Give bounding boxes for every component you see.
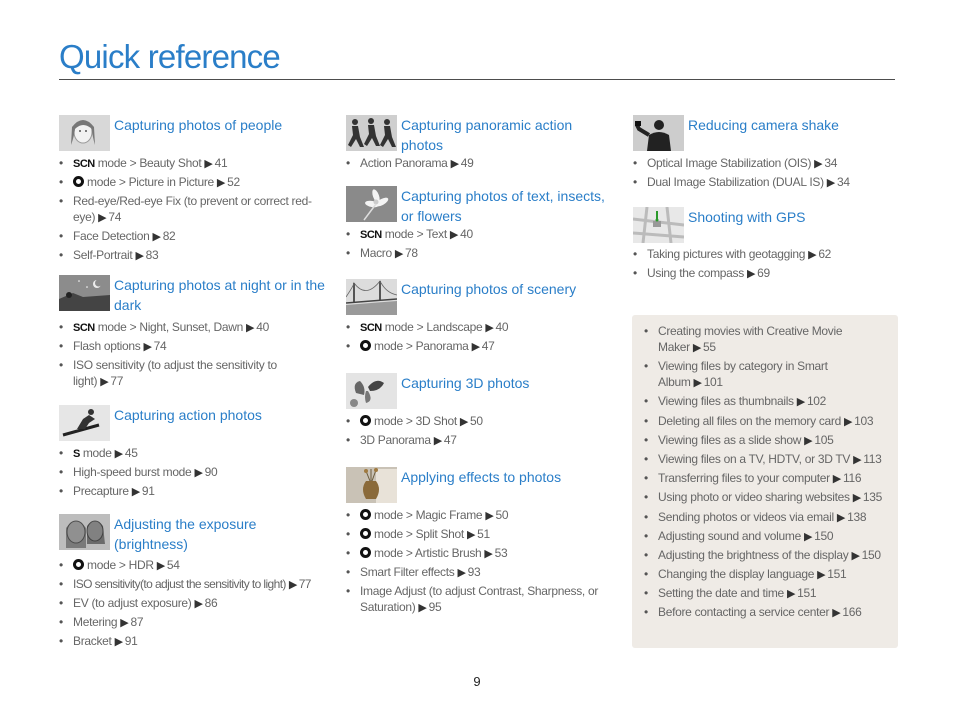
page-ref[interactable]: 82 [162, 229, 176, 243]
page-ref[interactable]: 78 [405, 246, 418, 260]
bridge-landscape-icon [346, 279, 397, 315]
page-ref[interactable]: 50 [470, 414, 483, 428]
section-title: Capturing photos at night or in the dark [114, 277, 325, 313]
page-arrow-icon: ▶ [394, 248, 404, 260]
section-gps [633, 206, 898, 282]
section-action [59, 404, 329, 500]
page-arrow-icon: ▶ [114, 448, 123, 460]
section-title: Reducing camera shake [688, 117, 839, 133]
page-arrow-icon: ▶ [832, 607, 841, 620]
page-number: 9 [473, 674, 481, 689]
page-arrow-icon: ▶ [450, 158, 459, 170]
list-item: • SCN mode > Beauty Shot ▶ 41 [59, 155, 329, 172]
page-arrow-icon: ▶ [246, 322, 255, 334]
smart-camera-icon [73, 176, 84, 187]
page-ref[interactable]: 113 [863, 451, 882, 466]
section-exposure [59, 513, 329, 650]
scn-mode-icon: SCN [360, 229, 382, 241]
page-arrow-icon: ▶ [114, 636, 123, 648]
page-arrow-icon: ▶ [832, 473, 841, 486]
page-ref[interactable]: 53 [494, 546, 508, 560]
list-item: • Bracket ▶ 91 [59, 633, 329, 650]
page-arrow-icon: ▶ [204, 158, 213, 170]
page-ref[interactable]: 45 [124, 446, 138, 460]
list-item: • Changing the display language ▶ 151 [644, 566, 892, 583]
section-title: Adjusting the exposure (brightness) [114, 516, 257, 552]
section-panoramic [346, 114, 606, 172]
butterfly-3d-icon [346, 373, 397, 409]
page-arrow-icon: ▶ [803, 530, 813, 543]
page-arrow-icon: ▶ [433, 435, 442, 447]
section-shake [633, 114, 898, 191]
list-item: • Smart Filter effects ▶ 93 [346, 564, 606, 581]
list-item: • Self-Portrait ▶ 83 [59, 247, 329, 264]
list-item: • Viewing files as thumbnails ▶ 102 [644, 393, 892, 410]
scn-mode-icon: SCN [73, 158, 95, 170]
page-arrow-icon: ▶ [853, 453, 862, 466]
list-item: • Red-eye/Red-eye Fix (to prevent or correct red-eye) ▶ 74 [59, 193, 329, 226]
page-ref[interactable]: 34 [836, 175, 850, 189]
page-arrow-icon: ▶ [692, 342, 702, 354]
page-arrow-icon: ▶ [746, 268, 756, 280]
smart-camera-icon [360, 528, 371, 539]
page-arrow-icon: ▶ [143, 341, 152, 353]
page-ref[interactable]: 103 [854, 413, 874, 428]
page-ref[interactable]: 77 [298, 577, 311, 591]
page-arrow-icon: ▶ [288, 579, 297, 591]
photographer-icon [633, 115, 684, 151]
page-ref[interactable]: 116 [842, 471, 862, 486]
title-divider [59, 79, 895, 80]
page-ref[interactable]: 47 [443, 433, 457, 447]
list-item: • mode > Magic Frame ▶ 50 [346, 507, 606, 524]
page-ref[interactable]: 166 [842, 605, 862, 620]
section-people [59, 114, 329, 264]
list-item: • mode > Split Shot ▶ 51 [346, 526, 606, 543]
vase-icon [346, 467, 397, 503]
page-arrow-icon: ▶ [693, 377, 702, 390]
page-arrow-icon: ▶ [135, 250, 144, 262]
page-arrow-icon: ▶ [814, 158, 823, 170]
list-item: • Transferring files to your computer ▶ 116 [644, 470, 892, 487]
list-item: • EV (to adjust exposure) ▶ 86 [59, 595, 329, 612]
page-ref[interactable]: 150 [814, 528, 834, 543]
page-ref[interactable]: 54 [166, 558, 180, 572]
page-arrow-icon: ▶ [131, 486, 140, 498]
scn-mode-icon: SCN [360, 322, 382, 334]
page-ref[interactable]: 83 [145, 248, 159, 262]
list-item: • Face Detection ▶ 82 [59, 228, 329, 245]
couple-photo-icon [59, 514, 110, 550]
page-arrow-icon: ▶ [851, 549, 860, 562]
list-item: • Optical Image Stabilization (OIS) ▶ 34 [633, 155, 898, 172]
list-item: • Creating movies with Creative Movie Maker ▶ 55 [644, 323, 892, 356]
section-title: Capturing photos of people [114, 117, 283, 133]
page-arrow-icon: ▶ [100, 376, 109, 388]
page-arrow-icon: ▶ [459, 416, 469, 428]
list-item: • mode > HDR ▶ 54 [59, 557, 329, 574]
list-item: • SCN mode > Landscape ▶ 40 [346, 319, 606, 336]
page-arrow-icon: ▶ [796, 396, 805, 409]
list-item: • Macro ▶ 78 [346, 245, 606, 262]
page-arrow-icon: ▶ [817, 569, 826, 582]
section-title: Capturing photos of scenery [401, 281, 577, 297]
page-ref[interactable]: 77 [110, 374, 124, 388]
page-arrow-icon: ▶ [418, 602, 427, 614]
page-title: Quick reference [59, 38, 280, 75]
list-item: • Image Adjust (to adjust Contrast, Sharpness, or Saturation) ▶ 95 [346, 583, 606, 616]
page-ref[interactable]: 74 [108, 210, 122, 224]
page-ref[interactable]: 105 [814, 432, 834, 447]
page-ref[interactable]: 40 [495, 320, 509, 334]
list-item: • Viewing files by category in Smart Album ▶ 101 [644, 358, 892, 391]
page-ref[interactable]: 49 [460, 156, 474, 170]
page-arrow-icon: ▶ [786, 588, 796, 601]
page-arrow-icon: ▶ [194, 598, 203, 610]
page-ref[interactable]: 93 [467, 565, 481, 579]
list-item: • Dual Image Stabilization (DUAL IS) ▶ 34 [633, 174, 898, 191]
list-item: • Flash options ▶ 74 [59, 338, 329, 355]
page-ref[interactable]: 69 [757, 266, 770, 280]
page-arrow-icon: ▶ [485, 322, 494, 334]
page-ref[interactable]: 102 [806, 394, 827, 409]
s-mode-icon: S [73, 448, 80, 460]
list-item: • Precapture ▶ 91 [59, 483, 329, 500]
section-3d [346, 372, 606, 449]
page-ref[interactable]: 91 [124, 634, 138, 648]
smart-camera-icon [73, 559, 84, 570]
portrait-photo-icon [59, 115, 110, 151]
page-ref[interactable]: 86 [204, 596, 218, 610]
additional-topics-list [644, 323, 892, 624]
list-item: • 3D Panorama ▶ 47 [346, 432, 606, 449]
section-title: Applying effects to photos [401, 469, 562, 485]
scn-mode-icon: SCN [73, 322, 95, 334]
list-item: • Viewing files as a slide show ▶ 105 [644, 432, 892, 449]
runners-icon [346, 115, 397, 151]
list-item: • Adjusting sound and volume ▶ 150 [644, 528, 892, 545]
page-ref[interactable]: 91 [141, 484, 155, 498]
page-arrow-icon: ▶ [194, 467, 203, 479]
page-ref[interactable]: 50 [495, 508, 509, 522]
list-item: • SCN mode > Night, Sunset, Dawn ▶ 40 [59, 319, 329, 336]
page-ref[interactable]: 40 [256, 320, 269, 334]
list-item: • High-speed burst mode ▶ 90 [59, 464, 329, 481]
section-effects [346, 466, 606, 616]
flower-icon [346, 186, 397, 222]
page-ref[interactable]: 34 [824, 156, 838, 170]
list-item: • Adjusting the brightness of the display ▶ 150 [644, 547, 892, 564]
page-arrow-icon: ▶ [836, 511, 846, 524]
list-item: • Action Panorama ▶ 49 [346, 155, 606, 172]
list-item: • mode > 3D Shot ▶ 50 [346, 413, 606, 430]
page-arrow-icon: ▶ [826, 177, 835, 189]
list-item: • Using photo or video sharing websites ▶ 135 [644, 489, 892, 506]
section-title: Capturing panoramic action photos [401, 117, 573, 153]
page-ref[interactable]: 51 [477, 527, 490, 541]
list-item: • ISO sensitivity (to adjust the sensitivity to light) ▶ 77 [59, 357, 329, 390]
list-item: • Setting the date and time ▶ 151 [644, 585, 892, 602]
page-arrow-icon: ▶ [457, 567, 466, 579]
page-arrow-icon: ▶ [98, 212, 107, 224]
snowboarder-icon [59, 405, 110, 441]
list-item: • Taking pictures with geotagging ▶ 62 [633, 246, 898, 263]
page-ref[interactable]: 101 [703, 375, 723, 390]
page-ref[interactable]: 151 [827, 567, 847, 582]
page-arrow-icon: ▶ [120, 617, 129, 629]
page-arrow-icon: ▶ [216, 177, 226, 189]
page-ref[interactable]: 41 [214, 156, 228, 170]
section-title: Capturing photos of text, insects, or flowers [401, 188, 605, 224]
smart-camera-icon [360, 509, 371, 520]
page-arrow-icon: ▶ [152, 231, 161, 243]
list-item: • mode > Artistic Brush ▶ 53 [346, 545, 606, 562]
smart-camera-icon [360, 415, 371, 426]
list-item: • Viewing files on a TV, HDTV, or 3D TV ▶ 113 [644, 451, 892, 468]
smart-camera-icon [360, 547, 371, 558]
list-item: • Deleting all files on the memory card ▶ 103 [644, 413, 892, 430]
page-arrow-icon: ▶ [156, 560, 165, 572]
page-ref[interactable]: 52 [227, 175, 240, 189]
section-title: Shooting with GPS [688, 209, 806, 225]
page-ref[interactable]: 87 [130, 615, 144, 629]
section-title: Capturing 3D photos [401, 375, 530, 391]
page-arrow-icon: ▶ [844, 415, 853, 428]
page-ref[interactable]: 95 [428, 600, 442, 614]
page-ref[interactable]: 74 [153, 339, 167, 353]
page-arrow-icon: ▶ [804, 434, 813, 447]
list-item: • S mode ▶ 45 [59, 445, 329, 462]
gps-map-icon [633, 207, 684, 243]
list-item: • Metering ▶ 87 [59, 614, 329, 631]
page-ref[interactable]: 151 [797, 586, 817, 601]
section-title: Capturing action photos [114, 407, 262, 423]
page-ref[interactable]: 62 [818, 247, 832, 261]
additional-topics-box [632, 315, 898, 648]
section-text-flowers [346, 185, 606, 262]
page-ref[interactable]: 138 [847, 509, 867, 524]
list-item: • SCN mode > Text ▶ 40 [346, 226, 606, 243]
list-item: • Using the compass ▶ 69 [633, 265, 898, 282]
smart-camera-icon [360, 340, 371, 351]
page-ref[interactable]: 40 [460, 227, 473, 241]
night-scene-icon [59, 275, 110, 311]
page-ref[interactable]: 47 [481, 339, 495, 353]
page-arrow-icon: ▶ [852, 492, 861, 505]
section-scenery [346, 278, 606, 355]
page-arrow-icon: ▶ [471, 341, 480, 353]
list-item: • mode > Picture in Picture ▶ 52 [59, 174, 329, 191]
page-ref[interactable]: 90 [204, 465, 218, 479]
page-arrow-icon: ▶ [466, 529, 476, 541]
page-ref[interactable]: 135 [862, 490, 882, 505]
column-2 [346, 114, 606, 618]
list-item: • Sending photos or videos via email ▶ 138 [644, 509, 892, 526]
page-arrow-icon: ▶ [484, 548, 493, 560]
page-ref[interactable]: 150 [861, 547, 881, 562]
page-arrow-icon: ▶ [485, 510, 494, 522]
column-3 [633, 114, 898, 284]
column-1 [59, 114, 329, 652]
page-arrow-icon: ▶ [808, 249, 817, 261]
section-night [59, 274, 329, 390]
list-item: • Before contacting a service center ▶ 166 [644, 604, 892, 621]
page-ref[interactable]: 55 [703, 340, 716, 354]
list-item: • ISO sensitivity(to adjust the sensitivity to light) ▶ 77 [59, 576, 329, 593]
list-item: • mode > Panorama ▶ 47 [346, 338, 606, 355]
page-arrow-icon: ▶ [449, 229, 459, 241]
